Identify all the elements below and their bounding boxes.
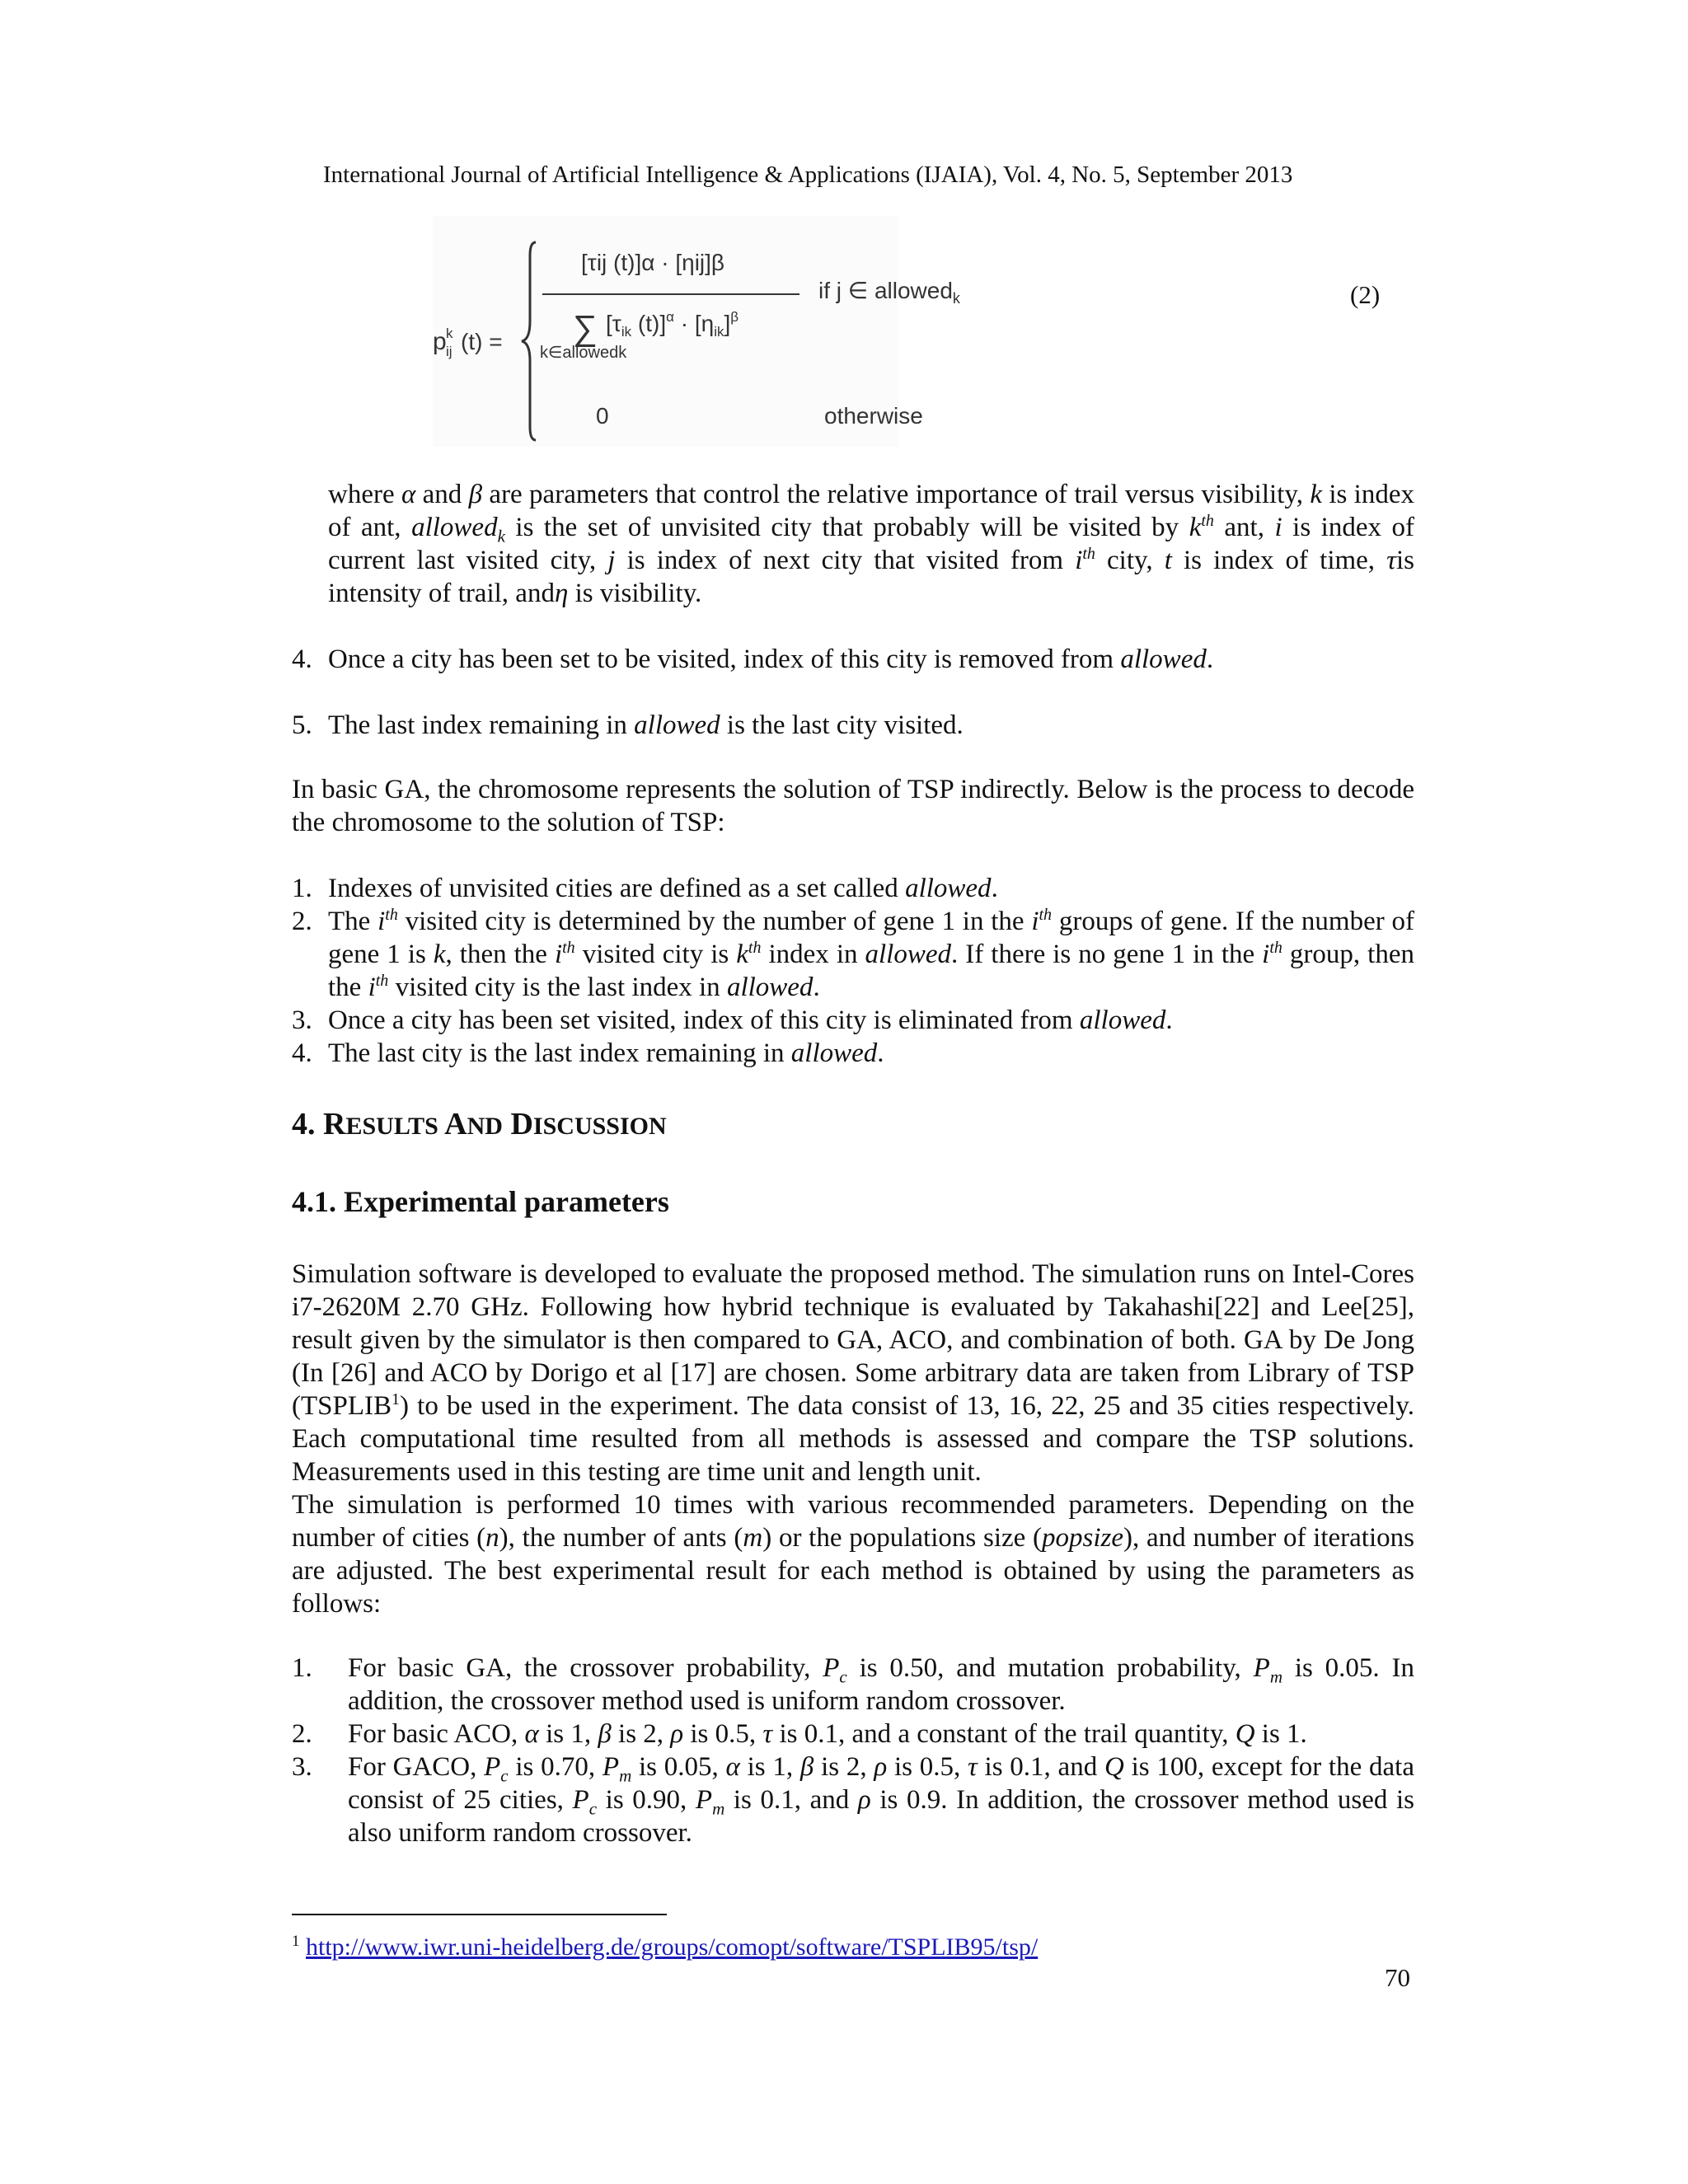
list-item: 3. For GACO, $P_c$ is 0.70, $P_m$ is 0.05, α is 1, β is 2, ρ is 0.5, τ is 0.1, and Q is 100, except for the data consist of 25 cities, $P_c$ is 0.90, $P_m$ is 0.1, and ρ is 0.9. In addition, the crossover method used is also uniform random crossover. <box>292 1752 1414 1848</box>
eq-sum-range: k∈allowedk <box>540 344 627 362</box>
equation-2-image <box>433 216 960 447</box>
list-item: 5. The last index remaining in allowed is the last city visited. <box>292 710 964 740</box>
footnote-rule <box>292 1914 667 1915</box>
list-item: 1. For basic GA, the crossover probability, $P_c$ is 0.50, and mutation probability, $P_m$ is 0.05. In addition, the crossover method used is uniform random crossover. <box>292 1653 1415 1716</box>
subsection-heading: 4.1. Experimental parameters <box>292 1185 669 1218</box>
section-heading: 4. RESULTS AND DISCUSSION <box>292 1107 667 1141</box>
eq-denominator: [$\tau_{ik}$ $(t)]^\alpha \cdot [\eta_{ik}]^\beta$ <box>606 309 739 340</box>
eq-lhs: p <box>433 328 447 355</box>
footnote: $^1$ http://www.iwr.uni-heidelberg.de/groups/comopt/software/TSPLIB95/tsp/ <box>292 1933 1039 1961</box>
parameter-list <box>292 1652 1414 1849</box>
eq-numerator: [τij (t)]α · [ηij]β <box>581 250 725 275</box>
ga-intro-paragraph: In basic GA, the chromosome represents the solution of TSP indirectly. Below is the process to decode the chromosome to the solution of TSP: <box>292 775 1414 837</box>
list-item: 1. Indexes of unvisited cities are defined as a set called allowed. <box>292 874 998 903</box>
list-item: 3. Once a city has been set visited, index of this city is eliminated from allowed. <box>292 1005 1173 1035</box>
eq-condition: if j ∈ allowed$_k$ <box>818 278 960 307</box>
svg-text:otherwise: otherwise <box>824 403 923 429</box>
equation-number: (2) <box>1350 280 1381 309</box>
body-paragraph: Simulation software is developed to evaluate the proposed method. The simulation runs on Intel-Cores i7-2620M 2.70 GHz. Following how hybrid technique is evaluated by Takahashi[22] and Lee[25], result given by the simulator is then compared to GA, ACO, and combination of both. GA by De Jong (In [26] and ACO by Dorigo et al [17] are chosen. Some arbitrary data are taken from Library of TSP (TSPLIB$^1$) to be used in the experiment. The data consist of 13, 16, 22, 25 and 35 cities respectively. Each computational time resulted from all methods is assessed and compare the TSP solutions. Measurements used in this testing are time unit and length unit. The simulation is performed 10 times with various recommended parameters. Depending on the number of cities (n), the number of ants (m) or the populations size (popsize), and number of iterations are adjusted. The best experimental result for each method is obtained by using the parameters as follows: <box>292 1259 1414 1619</box>
equation-explanation: where α and β are parameters that control the relative importance of trail versus visibility, k is index of ant, allowed$_k$ is the set of unvisited city that probably will be visited by $k^{th}$ ant, i is index of current last visited city, j is index of next city that visited from $i^{th}$ city, t is index of time, τis intensity of trail, andη is visibility. <box>328 480 1414 608</box>
eq-sum-sign: ∑ <box>573 308 598 347</box>
footnote-link[interactable]: http://www.iwr.uni-heidelberg.de/groups/comopt/software/TSPLIB95/tsp/ <box>306 1933 1039 1961</box>
list-item: 4. Once a city has been set to be visited, index of this city is removed from allowed. <box>292 644 1214 674</box>
list-item: 2. For basic ACO, α is 1, β is 2, ρ is 0.5, τ is 0.1, and a constant of the trail quantity, Q is 1. <box>292 1719 1307 1749</box>
aco-steps-list <box>292 643 1414 742</box>
svg-text:(t) =: (t) = <box>461 329 503 354</box>
svg-text:0: 0 <box>596 403 609 429</box>
list-item: 2. The $i^{th}$ visited city is determined by the number of gene 1 in the $i^{th}$ groups of gene. If the number of gene 1 is k, then the $i^{th}$ visited city is $k^{th}$ index in allowed. If there is no gene 1 in the $i^{th}$ group, then the $i^{th}$ visited city is the last index in allowed. <box>292 906 1414 1002</box>
page-number: 70 <box>1385 1963 1410 1992</box>
list-item: 4. The last city is the last index remaining in allowed. <box>292 1038 884 1068</box>
running-header: International Journal of Artificial Intelligence & Applications (IJAIA), Vol. 4, No. 5, September 2013 <box>323 162 1293 188</box>
svg-text:k: k <box>446 326 453 341</box>
svg-text:ij: ij <box>446 344 452 359</box>
ga-decode-list <box>292 872 1414 1070</box>
